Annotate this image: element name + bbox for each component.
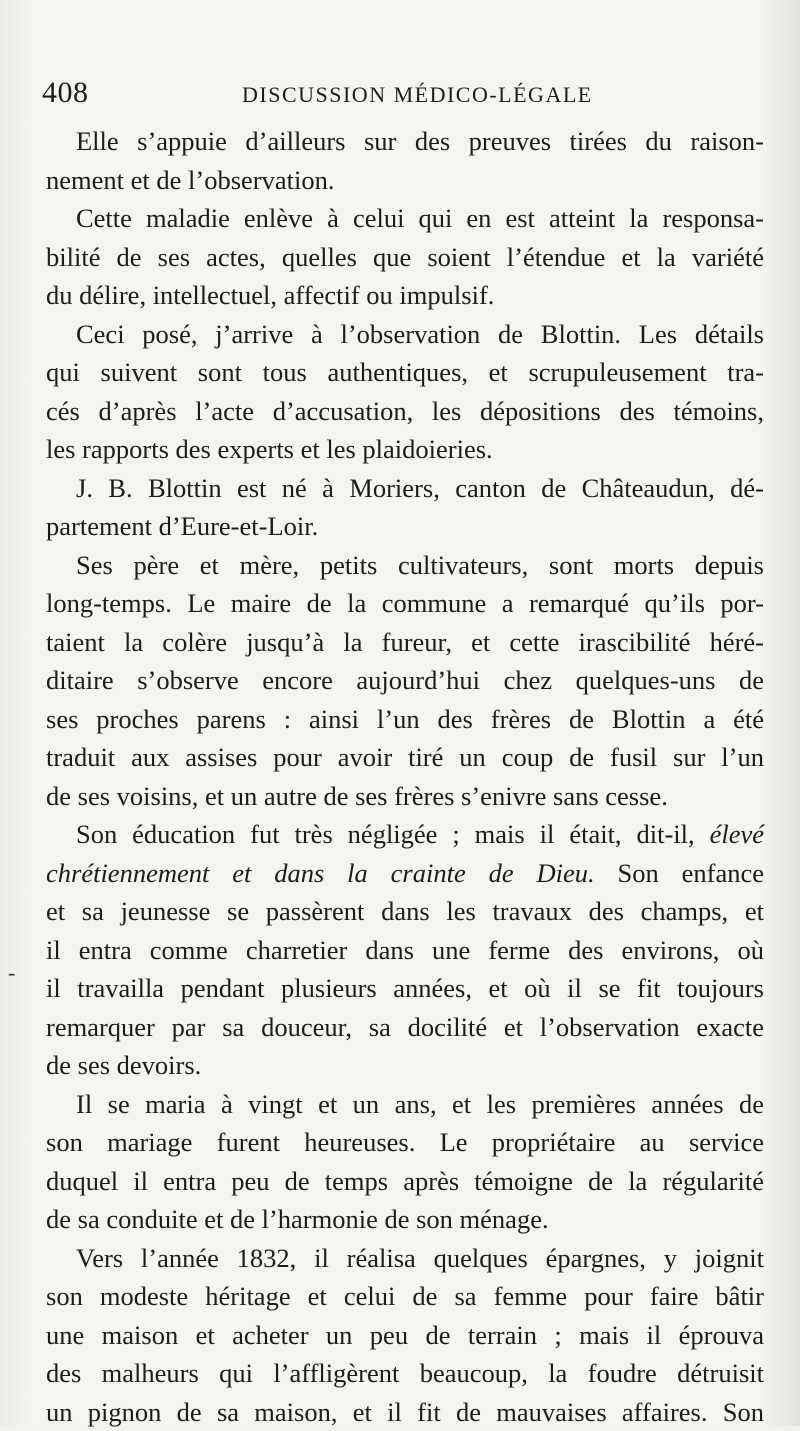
text-line: son mariage furent heureuses. Le propriétaire au service <box>46 1123 764 1162</box>
body-text <box>46 122 764 1431</box>
text-line: de ses devoirs. <box>46 1046 764 1085</box>
text-line: Vers l’année 1832, il réalisa quelques épargnes, y joignit <box>46 1239 764 1278</box>
text-line: les rapports des experts et les plaidoieries. <box>46 430 764 469</box>
text-line: partement d’Eure-et-Loir. <box>46 507 764 546</box>
text-line: Cette maladie enlève à celui qui en est atteint la responsa- <box>46 199 764 238</box>
text-line: taient la colère jusqu’à la fureur, et cette irascibilité héré- <box>46 623 764 662</box>
text-line: Son éducation fut très négligée ; mais il était, dit-il, élevé <box>46 815 764 854</box>
text-line: Ceci posé, j’arrive à l’observation de Blottin. Les détails <box>46 315 764 354</box>
text-line: J. B. Blottin est né à Moriers, canton de Châteaudun, dé- <box>46 469 764 508</box>
text-line: un pignon de sa maison, et il fit de mauvaises affaires. Son <box>46 1393 764 1431</box>
text-line: et sa jeunesse se passèrent dans les travaux des champs, et <box>46 892 764 931</box>
text-line: traduit aux assises pour avoir tiré un coup de fusil sur l’un <box>46 738 764 777</box>
text-line: des malheurs qui l’affligèrent beaucoup, la foudre détruisit <box>46 1354 764 1393</box>
text-line: cés d’après l’acte d’accusation, les dépositions des témoins, <box>46 392 764 431</box>
text-line: ditaire s’observe encore aujourd’hui chez quelques-uns de <box>46 661 764 700</box>
text-line: remarquer par sa douceur, sa docilité et l’observation exacte <box>46 1008 764 1047</box>
text-line: du délire, intellectuel, affectif ou impulsif. <box>46 276 764 315</box>
text-line: de sa conduite et de l’harmonie de son ménage. <box>46 1200 764 1239</box>
text-line: bilité de ses actes, quelles que soient l’étendue et la variété <box>46 238 764 277</box>
text-line: une maison et acheter un peu de terrain ; mais il éprouva <box>46 1316 764 1355</box>
text-line: Il se maria à vingt et un ans, et les premières années de <box>46 1085 764 1124</box>
text-line: il travailla pendant plusieurs années, et où il se fit toujours <box>46 969 764 1008</box>
text-line: il entra comme charretier dans une ferme des environs, où <box>46 931 764 970</box>
text-line: nement et de l’observation. <box>46 161 764 200</box>
text-line: long-temps. Le maire de la commune a remarqué qu’ils por- <box>46 584 764 623</box>
text-line: Ses père et mère, petits cultivateurs, sont morts depuis <box>46 546 764 585</box>
running-title: DISCUSSION MÉDICO-LÉGALE <box>242 82 593 108</box>
text-line: son modeste héritage et celui de sa femme pour faire bâtir <box>46 1277 764 1316</box>
text-line: Elle s’appuie d’ailleurs sur des preuves tirées du raison- <box>46 122 764 161</box>
text-line: de ses voisins, et un autre de ses frères s’enivre sans cesse. <box>46 777 764 816</box>
text-line: duquel il entra peu de temps après témoigne de la régularité <box>46 1162 764 1201</box>
text-line: chrétiennement et dans la crainte de Dieu. Son enfance <box>46 854 764 893</box>
page-header <box>42 76 762 110</box>
margin-mark: - <box>8 960 15 986</box>
text-line: qui suivent sont tous authentiques, et scrupuleusement tra- <box>46 353 764 392</box>
page-number: 408 <box>42 76 89 110</box>
text-line: ses proches parens : ainsi l’un des frères de Blottin a été <box>46 700 764 739</box>
